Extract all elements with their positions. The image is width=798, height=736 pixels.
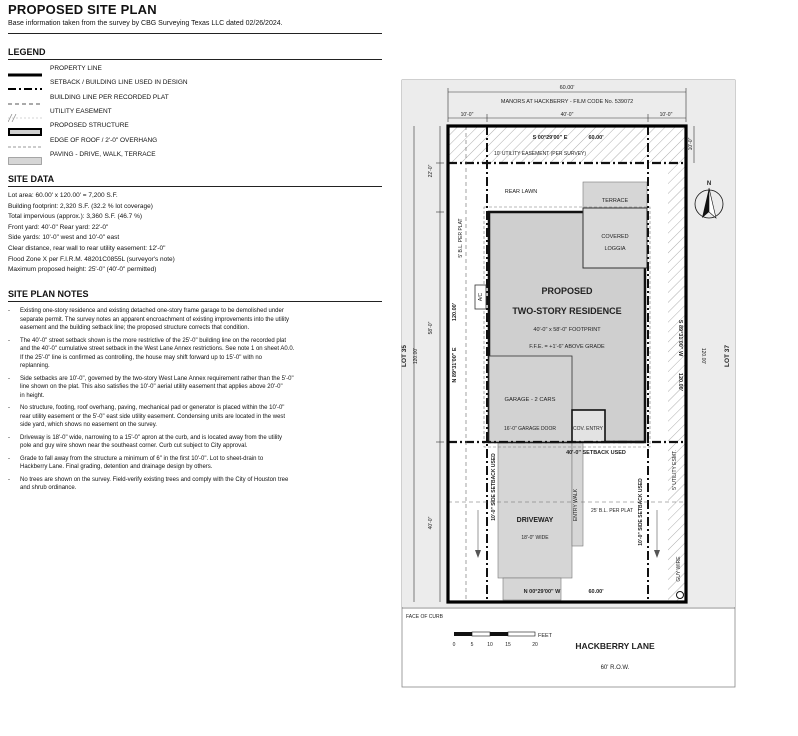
dim-lot-depth-west: 120.00'	[413, 347, 419, 365]
front-distance: 60.00'	[588, 589, 604, 595]
note-line: No structure, footing, roof overhang, paving, mechanical pad or generator is placed within the 10'-0"	[20, 405, 285, 411]
dim-center: 40'-0"	[560, 112, 574, 118]
legend-label: BUILDING LINE PER RECORDED PLAT	[50, 93, 169, 101]
east-bearing: S 89°31'00" W	[677, 319, 683, 357]
entry-walk-label: ENTRY WALK	[573, 488, 579, 522]
guy-wire-label: GUY WIRE	[676, 556, 682, 582]
lot-east-label: LOT 37	[724, 344, 731, 368]
loggia-label: LOGGIA	[604, 246, 626, 252]
note-bullet: -	[8, 455, 10, 462]
dim-mid-depth: 58'-0"	[428, 321, 434, 335]
east-ue-label: 5' UTILITY ESMT.	[672, 450, 678, 490]
front-plat-line-label: 25' B.L. PER PLAT	[591, 508, 633, 514]
note-line: and shrub ordinance.	[20, 485, 77, 491]
west-distance: 120.00'	[452, 302, 458, 322]
site-data-line: Maximum proposed height: 25'-0" (40'-0" permitted)	[8, 266, 157, 274]
note-line: line shown on the plat. This also satisfies the 10'-0" aerial utility easement that applies above 20'-0"	[20, 384, 283, 390]
note-line: separate permit. The survey notes an apparent encroachment of existing improvements into the utility	[20, 316, 290, 323]
rear-distance: 60.00'	[588, 135, 604, 141]
dim-rear-depth: 10'-0"	[688, 137, 694, 151]
note-line: Hackberry Lane. Final grading, detention and drainage design by others.	[20, 464, 213, 470]
note-bullet: -	[8, 308, 10, 314]
note-line: Grade to fall away from the structure a minimum of 6" in the first 10'-0". Lot to sheet-drain to	[20, 455, 264, 462]
north-label: N	[706, 181, 712, 187]
scale-bar-segment	[490, 632, 508, 636]
dim-front-yard: 40'-0"	[428, 516, 434, 530]
page-subtitle: Base information taken from the survey by CBG Surveying Texas LLC dated 02/26/2024.	[8, 20, 283, 27]
note-line: Existing one-story residence and existing detached one-story frame garage to be demolished under	[20, 308, 284, 314]
legend-label: EDGE OF ROOF / 2'-0" OVERHANG	[50, 136, 158, 144]
legend-label: UTILITY EASEMENT	[50, 107, 112, 115]
site-data-line: Building footprint: 2,320 S.F. (32.2 % lot coverage)	[8, 202, 153, 210]
dim-west-side: 10'-0"	[460, 112, 474, 118]
rear-utility-easement	[448, 126, 686, 163]
note-bullet: -	[8, 337, 10, 344]
legend-label: PAVING - DRIVE, WALK, TERRACE	[50, 150, 156, 158]
rear-bearing: S 00°29'00" E	[532, 135, 568, 141]
legend-label: PROPOSED STRUCTURE	[50, 122, 129, 130]
garage-door-label: 16'-0" GARAGE DOOR	[504, 426, 556, 432]
note-line: side yard, which shows no easement on the survey.	[20, 422, 157, 428]
front-bearing: N 00°29'00" W	[523, 589, 561, 595]
site-data-line: Total impervious (approx.): 3,360 S.F. (46.7 %)	[8, 213, 143, 221]
note-line: Driveway is 18'-0" wide, narrowing to a 15'-0" apron at the curb, and is located away from the utility	[20, 434, 283, 441]
site-data-line: Flood Zone X per F.I.R.M. 48201C0855L (surveyor's note)	[8, 255, 175, 263]
lot-west-label: LOT 35	[401, 344, 408, 368]
scale-bar-segment	[454, 632, 472, 636]
legend-heading: LEGEND	[8, 47, 46, 57]
note-bullet: -	[8, 375, 10, 382]
note-line: If the 25'-0" line is confirmed as controlling, the house may shift forward up to 15'-0" with no	[20, 354, 263, 361]
note-line: The 40'-0" street setback shown is the more restrictive of the 25'-0" building line on the recorded plat	[20, 337, 287, 344]
site-data-line: Clear distance, rear wall to rear utility easement: 12'-0"	[8, 245, 166, 252]
ac-label: A/C	[478, 292, 484, 302]
dim-lot-depth-east: 120.00'	[700, 347, 706, 365]
site-data-heading: SITE DATA	[8, 174, 55, 184]
note-bullet: -	[8, 434, 10, 441]
covered-label: COVERED	[601, 234, 629, 240]
utility-easement-label: 10' UTILITY EASEMENT (PER SURVEY)	[493, 151, 587, 157]
note-line: replanning.	[20, 363, 50, 369]
notes-heading: SITE PLAN NOTES	[8, 289, 89, 299]
scale-bar-segment	[508, 632, 535, 636]
west-side-setback-label: 10'-0" SIDE SETBACK USED	[491, 453, 497, 521]
east-side-setback-label: 10'-0" SIDE SETBACK USED	[638, 478, 644, 546]
residence-label: TWO-STORY RESIDENCE	[512, 306, 622, 316]
note-line: No trees are shown on the survey. Field-verify existing trees and comply with the City of Houston tree	[20, 476, 289, 483]
legend-label: SETBACK / BUILDING LINE USED IN DESIGN	[50, 79, 188, 87]
scale-tick-label: 15	[505, 642, 511, 648]
driveway-paving	[498, 442, 572, 578]
legend-label: PROPERTY LINE	[50, 65, 102, 72]
east-distance: 120.00'	[677, 372, 683, 392]
dim-east-side: 10'-0"	[659, 112, 673, 118]
note-bullet: -	[8, 476, 10, 483]
cov-entry-label: COV. ENTRY	[572, 426, 604, 432]
driveway-width-label: 18'-0" WIDE	[521, 535, 549, 541]
scale-bar-segment	[472, 632, 490, 636]
setback-used-label: 40'-0" SETBACK USED	[566, 450, 626, 456]
subdivision-label: MANORS AT HACKBERRY - FILM CODE No. 539072	[500, 99, 634, 105]
row-label: 60' R.O.W.	[600, 665, 630, 671]
scale-tick-label: 0	[452, 642, 456, 648]
terrace-paving	[583, 182, 647, 208]
west-bearing: N 89°31'00" E	[452, 347, 458, 383]
dim-overall-width: 60.00'	[559, 85, 575, 91]
note-line: easement and the building setback line; the proposed structure corrects that condition.	[20, 325, 250, 331]
west-plat-line-label: 5' B.L. PER PLAT	[458, 218, 464, 258]
utility-pole-icon	[677, 592, 684, 599]
note-line: pole and guy wire shown near the southeast corner. Curb cut subject to City approval.	[20, 443, 248, 449]
footprint-label: 40'-0" x 58'-0" FOOTPRINT	[533, 327, 601, 333]
note-line: in height.	[20, 392, 45, 399]
driveway-label: DRIVEWAY	[516, 517, 554, 524]
garage-label: GARAGE - 2 CARS	[504, 397, 556, 403]
page-title: PROPOSED SITE PLAN	[8, 2, 157, 17]
ffe-label: F.F.E. = +1'-6" ABOVE GRADE	[529, 344, 605, 350]
site-data-line: Side yards: 10'-0" west and 10'-0" east	[8, 234, 120, 242]
dim-rear-yard: 22'-0"	[428, 164, 434, 178]
scale-tick-label: 20	[532, 642, 538, 648]
face-of-curb-label: FACE OF CURB	[406, 614, 443, 620]
note-line: and the 40'-0" cumulative street setback in the West Lane Annex restrictions. See note 1 on sheet A0.0.	[20, 346, 295, 352]
scale-unit-label: FEET	[537, 633, 553, 639]
scale-tick-label: 5	[470, 642, 474, 648]
terrace-label: TERRACE	[601, 198, 629, 204]
proposed-label: PROPOSED	[541, 286, 593, 296]
street-name: HACKBERRY LANE	[575, 641, 655, 651]
rear-lawn-label: REAR LAWN	[504, 189, 538, 195]
site-data-line: Front yard: 40'-0" Rear yard: 22'-0"	[8, 223, 109, 231]
site-data-line: Lot area: 60.00' x 120.00' = 7,200 S.F.	[8, 192, 118, 199]
note-line: rear utility easement or the 5'-0" east side utility easement. Condensing units are located in the west	[20, 413, 286, 420]
note-line: Side setbacks are 10'-0", governed by the two-story West Lane Annex requirement rather than the 5'-0"	[20, 375, 294, 382]
scale-tick-label: 10	[487, 642, 493, 648]
note-bullet: -	[8, 405, 10, 411]
